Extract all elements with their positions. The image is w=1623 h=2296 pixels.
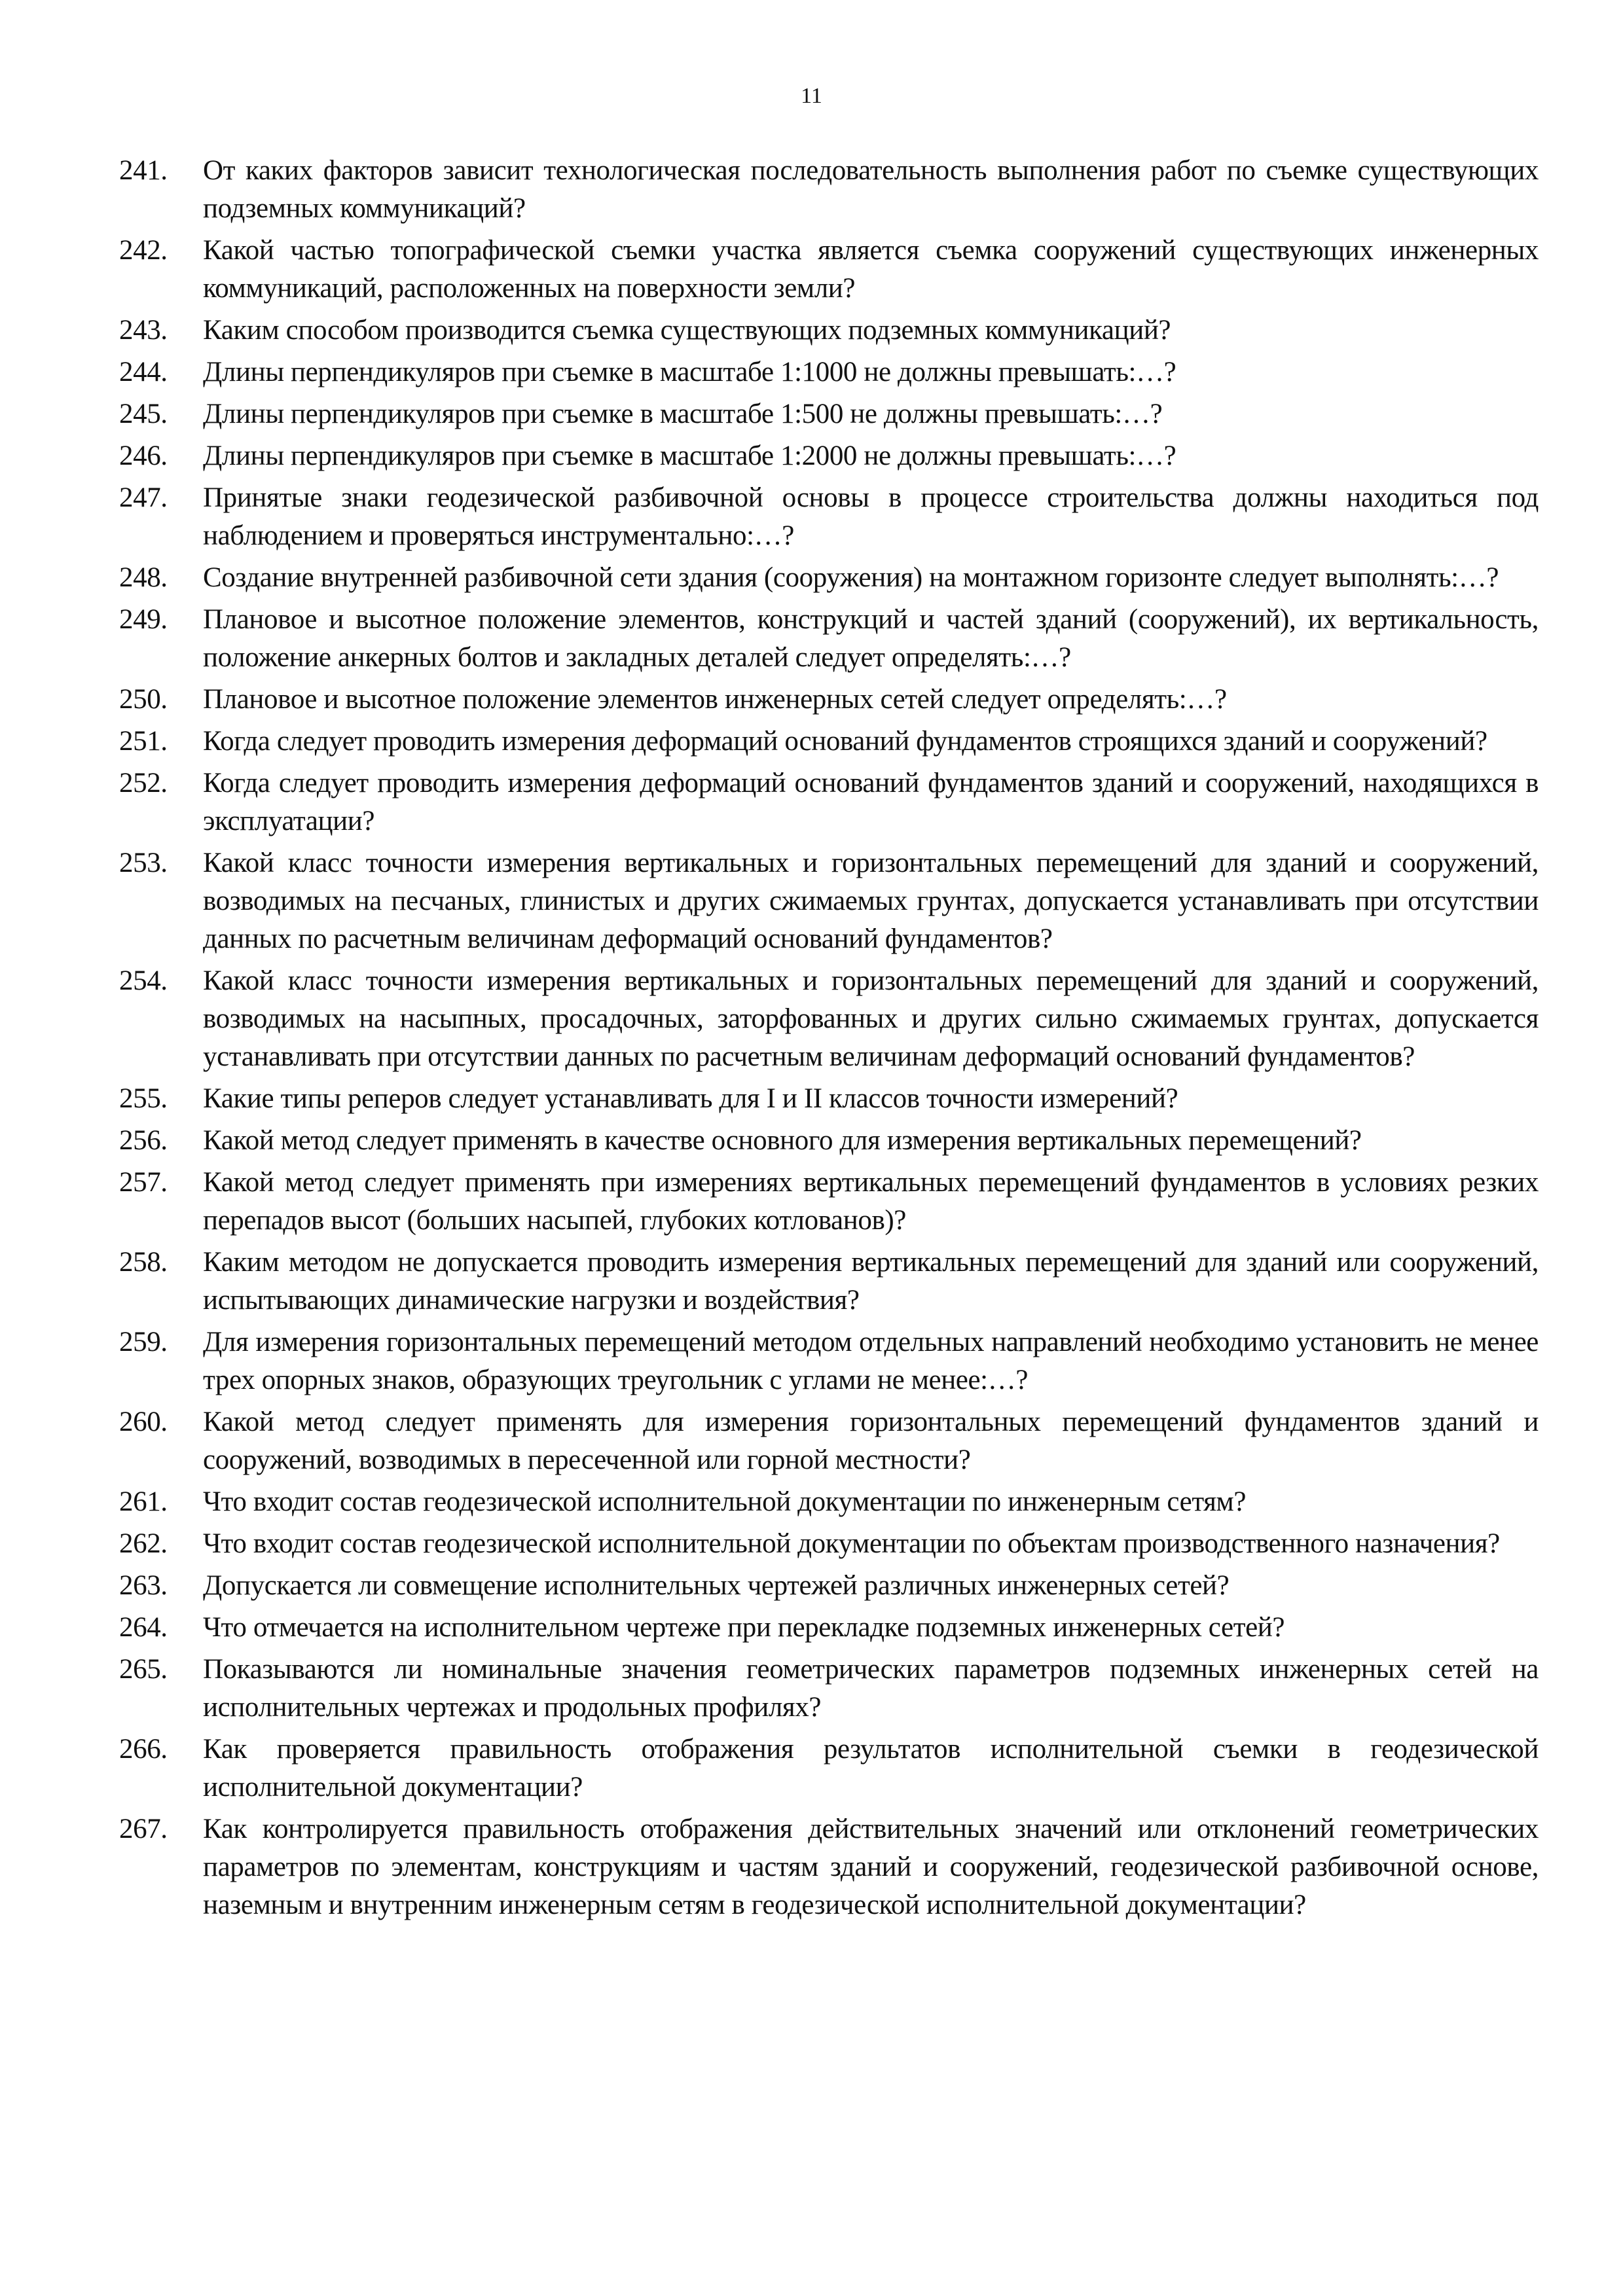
question-text: Длины перпендикуляров при съемке в масштабе 1:1000 не должны превышать:…?: [203, 357, 1176, 387]
question-number: 261.: [119, 1486, 168, 1517]
question-item-243: [119, 312, 1539, 350]
question-number: 246.: [119, 440, 168, 471]
question-number: 266.: [119, 1734, 168, 1765]
question-number: 263.: [119, 1570, 168, 1601]
question-number: 260.: [119, 1407, 168, 1437]
question-text: Принятые знаки геодезической разбивочной основы в процессе строительства должны находиться под наблюдением и проверяться инструментально:…?: [203, 482, 1539, 551]
question-text: Какой частью топографической съемки участка является съемка сооружений существующих инженерных коммуникаций, расположенных на поверхности земли?: [203, 235, 1539, 304]
question-number: 255.: [119, 1083, 168, 1114]
question-item-267: [119, 1810, 1539, 1924]
question-item-265: [119, 1651, 1539, 1727]
question-list: [119, 152, 1539, 1928]
question-item-257: [119, 1164, 1539, 1240]
question-text: Длины перпендикуляров при съемке в масштабе 1:2000 не должны превышать:…?: [203, 440, 1176, 471]
question-number: 265.: [119, 1654, 168, 1685]
question-number: 251.: [119, 726, 168, 757]
question-item-244: [119, 353, 1539, 391]
question-item-242: [119, 232, 1539, 308]
question-text: Плановое и высотное положение элементов инженерных сетей следует определять:…?: [203, 684, 1227, 715]
question-text: Плановое и высотное положение элементов, конструкций и частей зданий (сооружений), их вертикальность, положение анкерных болтов и закладных деталей следует определять:…?: [203, 604, 1539, 673]
question-text: Создание внутренней разбивочной сети здания (сооружения) на монтажном горизонте следует выполнять:…?: [203, 562, 1499, 593]
question-number: 267.: [119, 1814, 168, 1844]
question-item-241: [119, 152, 1539, 228]
question-number: 256.: [119, 1125, 168, 1156]
question-text: Какой метод следует применять при измерениях вертикальных перемещений фундаментов в условиях резких перепадов высот (больших насыпей, глубоких котлованов)?: [203, 1167, 1539, 1236]
question-item-248: [119, 559, 1539, 597]
question-text: От каких факторов зависит технологическая последовательность выполнения работ по съемке существующих подземных коммуникаций?: [203, 155, 1539, 224]
question-item-261: [119, 1483, 1539, 1521]
question-text: Какой класс точности измерения вертикальных и горизонтальных перемещений для зданий и сооружений, возводимых на песчаных, глинистых и других сжимаемых грунтах, допускается устанавливать при отсутствии данных по расчетным величинам деформаций оснований фундаментов?: [203, 848, 1539, 954]
question-text: Допускается ли совмещение исполнительных чертежей различных инженерных сетей?: [203, 1570, 1230, 1601]
question-text: Показываются ли номинальные значения геометрических параметров подземных инженерных сетей на исполнительных чертежах и продольных профилях?: [203, 1654, 1539, 1723]
question-number: 241.: [119, 155, 168, 186]
question-item-246: [119, 437, 1539, 475]
question-text: Как проверяется правильность отображения результатов исполнительной съемки в геодезической исполнительной документации?: [203, 1734, 1539, 1803]
question-number: 250.: [119, 684, 168, 715]
question-text: Длины перпендикуляров при съемке в масштабе 1:500 не должны превышать:…?: [203, 399, 1163, 429]
question-text: Что входит состав геодезической исполнительной документации по объектам производственного назначения?: [203, 1528, 1500, 1559]
question-text: Что отмечается на исполнительном чертеже при перекладке подземных инженерных сетей?: [203, 1612, 1285, 1643]
question-number: 249.: [119, 604, 168, 635]
question-number: 259.: [119, 1327, 168, 1357]
question-item-256: [119, 1122, 1539, 1160]
question-number: 254.: [119, 965, 168, 996]
question-item-258: [119, 1244, 1539, 1319]
question-item-254: [119, 962, 1539, 1076]
question-number: 257.: [119, 1167, 168, 1198]
question-number: 264.: [119, 1612, 168, 1643]
question-number: 243.: [119, 315, 168, 346]
question-text: Какие типы реперов следует устанавливать для I и II классов точности измерений?: [203, 1083, 1178, 1114]
question-text: Для измерения горизонтальных перемещений методом отдельных направлений необходимо установить не менее трех опорных знаков, образующих треугольник с углами не менее:…?: [203, 1327, 1539, 1395]
question-item-259: [119, 1323, 1539, 1399]
question-text: Какой метод следует применять в качестве основного для измерения вертикальных перемещений?: [203, 1125, 1362, 1156]
question-item-260: [119, 1403, 1539, 1479]
question-number: 244.: [119, 357, 168, 387]
question-item-251: [119, 723, 1539, 761]
question-text: Когда следует проводить измерения деформаций оснований фундаментов зданий и сооружений, находящихся в эксплуатации?: [203, 768, 1539, 836]
question-item-266: [119, 1731, 1539, 1806]
question-number: 245.: [119, 399, 168, 429]
question-number: 242.: [119, 235, 168, 266]
question-number: 248.: [119, 562, 168, 593]
question-text: Каким методом не допускается проводить измерения вертикальных перемещений для зданий или сооружений, испытывающих динамические нагрузки и воздействия?: [203, 1247, 1539, 1316]
question-item-247: [119, 479, 1539, 555]
question-text: Какой класс точности измерения вертикальных и горизонтальных перемещений для зданий и сооружений, возводимых на насыпных, просадочных, заторфованных и других сильно сжимаемых грунтах, допускается устанавливать при отсутствии данных по расчетным величинам деформаций оснований фундаментов?: [203, 965, 1539, 1072]
page-number: 11: [801, 84, 822, 108]
question-item-264: [119, 1609, 1539, 1647]
question-item-255: [119, 1080, 1539, 1118]
question-text: Как контролируется правильность отображения действительных значений или отклонений геометрических параметров по элементам, конструкциям и частям зданий и сооружений, геодезической разбивочной основе, наземным и внутренним инженерным сетям в геодезической исполнительной документации?: [203, 1814, 1539, 1920]
question-item-252: [119, 764, 1539, 840]
question-item-263: [119, 1567, 1539, 1605]
question-item-249: [119, 601, 1539, 677]
question-number: 258.: [119, 1247, 168, 1278]
question-number: 247.: [119, 482, 168, 513]
question-item-253: [119, 844, 1539, 958]
question-text: Когда следует проводить измерения деформаций оснований фундаментов строящихся зданий и сооружений?: [203, 726, 1487, 757]
question-text: Что входит состав геодезической исполнительной документации по инженерным сетям?: [203, 1486, 1247, 1517]
question-number: 252.: [119, 768, 168, 798]
question-item-250: [119, 681, 1539, 719]
question-text: Какой метод следует применять для измерения горизонтальных перемещений фундаментов зданий и сооружений, возводимых в пересеченной или горной местности?: [203, 1407, 1539, 1475]
question-number: 262.: [119, 1528, 168, 1559]
question-item-245: [119, 395, 1539, 433]
question-number: 253.: [119, 848, 168, 878]
question-item-262: [119, 1525, 1539, 1563]
question-text: Каким способом производится съемка существующих подземных коммуникаций?: [203, 315, 1171, 346]
